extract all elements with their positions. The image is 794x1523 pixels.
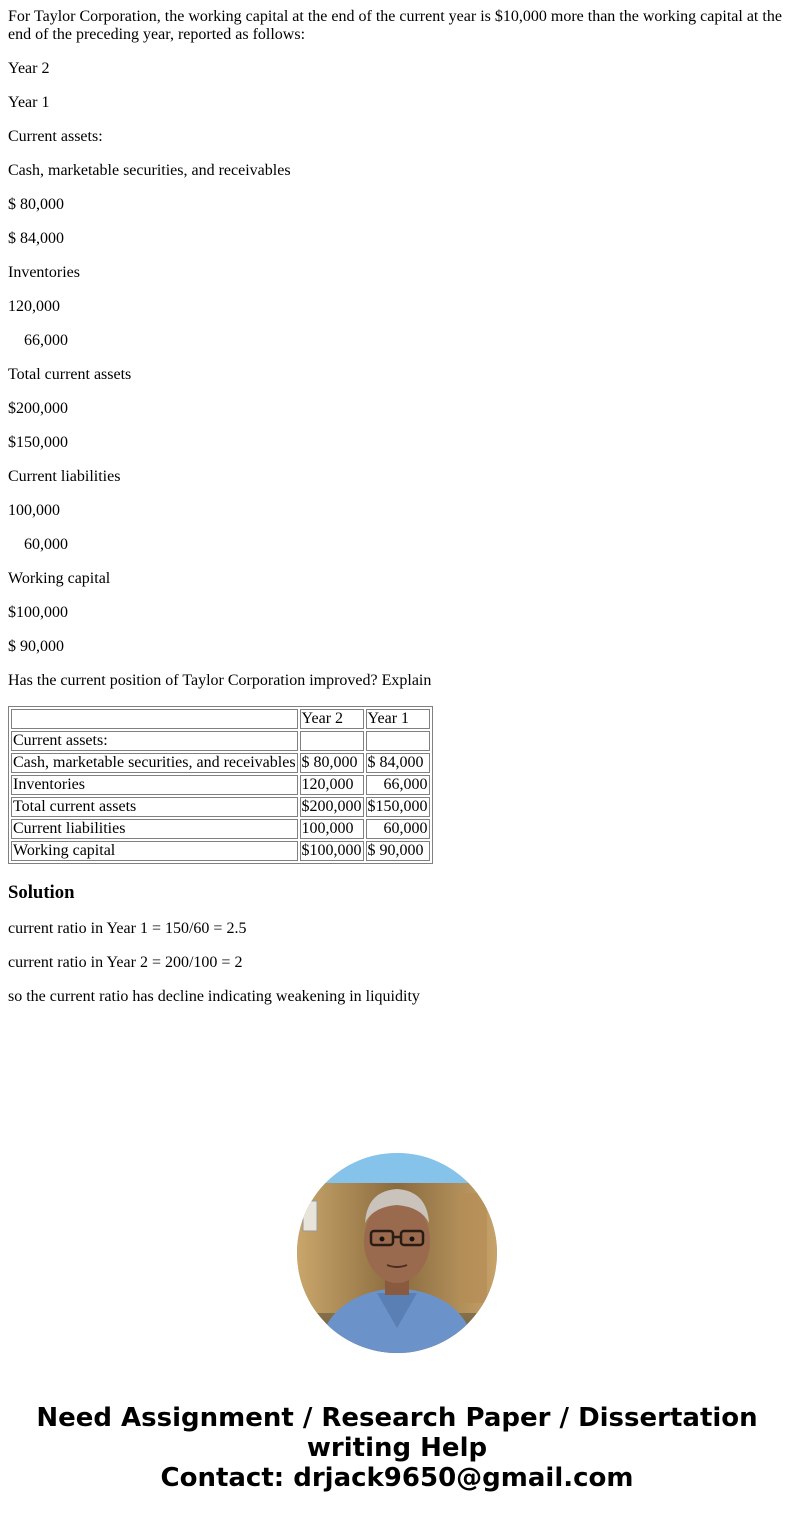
author-photo: [297, 1153, 497, 1353]
table-cell: Cash, marketable securities, and receivables: [13, 754, 296, 771]
solution-line: so the current ratio has decline indicating weakening in liquidity: [8, 988, 420, 1005]
table-cell: Total current assets: [11, 797, 298, 817]
question-line: Working capital: [8, 570, 111, 587]
question-line: Inventories: [8, 264, 80, 281]
table-cell: [366, 731, 430, 751]
footer-line: writing Help: [306, 1433, 488, 1463]
question-line: 120,000: [8, 298, 60, 315]
table-header-cell: [11, 709, 298, 729]
footer-ad: [0, 1403, 794, 1493]
table-cell: Working capital: [11, 841, 298, 861]
table-header-cell: Year 1: [366, 709, 430, 729]
question-line: $ 80,000: [8, 196, 64, 213]
question-line: Current liabilities: [8, 468, 121, 485]
question-line: 60,000: [24, 536, 68, 553]
table-row: [11, 841, 430, 861]
table-cell: $ 80,000: [300, 753, 364, 773]
table-cell: 66,000: [366, 775, 430, 795]
question-intro: For Taylor Corporation, the working capital at the end of the current year is $10,000 more than the working capital at the end of the preceding year, reported as follows:: [8, 8, 782, 43]
solution-heading: Solution: [8, 882, 75, 903]
question-lines: [8, 60, 786, 656]
question-line: Year 1: [8, 94, 50, 111]
table-cell: 60,000: [366, 819, 430, 839]
question-prompt: Has the current position of Taylor Corporation improved? Explain: [8, 672, 432, 689]
author-photo-image: [297, 1153, 497, 1353]
question-line: $ 84,000: [8, 230, 64, 247]
table-cell: [300, 731, 364, 751]
table-row: [11, 775, 430, 795]
question-line: 66,000: [24, 332, 68, 349]
question-line: Year 2: [8, 60, 50, 77]
question-line: $150,000: [8, 434, 68, 451]
table-cell: $150,000: [367, 798, 428, 815]
question-line: Current assets:: [8, 128, 103, 145]
table-cell: $ 84,000: [366, 753, 430, 773]
working-capital-table: [8, 706, 433, 864]
question-line: $200,000: [8, 400, 68, 417]
table-header-cell: Year 2: [300, 709, 364, 729]
solution-line: current ratio in Year 1 = 150/60 = 2.5: [8, 920, 247, 937]
question-line: $ 90,000: [8, 638, 64, 655]
table-cell: 120,000: [300, 775, 364, 795]
table-header-row: [11, 709, 430, 729]
table-cell: Inventories: [11, 775, 298, 795]
question-line: Total current assets: [8, 366, 132, 383]
table-cell: $100,000: [301, 842, 362, 859]
question-line: Cash, marketable securities, and receivables: [8, 162, 291, 179]
table-cell: Current liabilities: [11, 819, 298, 839]
solution-line: current ratio in Year 2 = 200/100 = 2: [8, 954, 243, 971]
table-row: [11, 819, 430, 839]
question-line: 100,000: [8, 502, 60, 519]
table-cell: $ 90,000: [366, 841, 430, 861]
table-cell: Current assets:: [11, 731, 298, 751]
table-row: [11, 731, 430, 751]
footer-contact: Contact: drjack9650@gmail.com: [160, 1463, 634, 1493]
table-row: [11, 797, 430, 817]
question-line: $100,000: [8, 604, 68, 621]
table-cell: $200,000: [301, 798, 362, 815]
table-cell: 100,000: [300, 819, 364, 839]
footer-line: Need Assignment / Research Paper / Dissertation: [36, 1403, 758, 1433]
table-row: [11, 753, 430, 773]
